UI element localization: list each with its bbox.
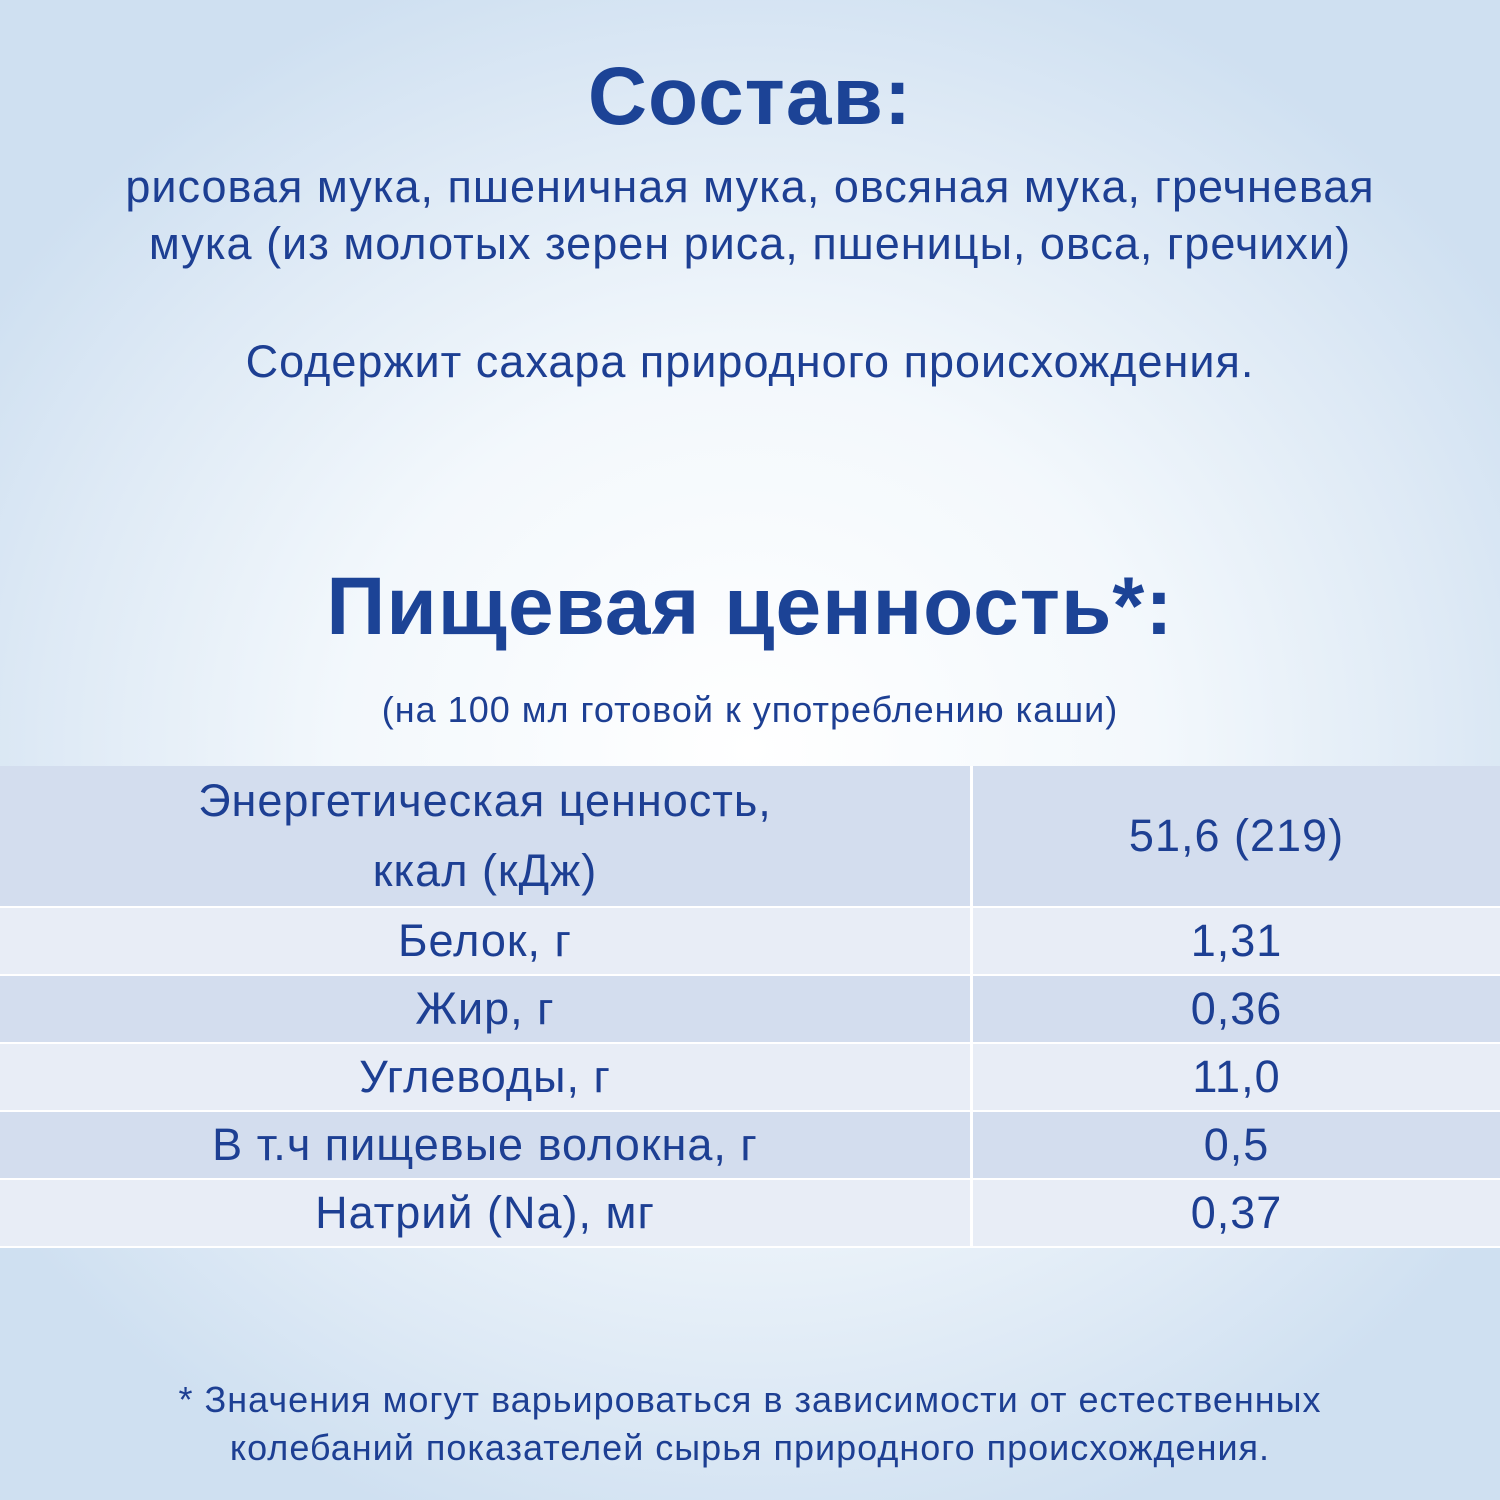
footnote-line-2: колебаний показателей сырья природного происхождения.: [229, 1427, 1271, 1468]
table-row-protein: [0, 907, 1500, 975]
nutrient-label: Белок, г: [0, 907, 972, 975]
nutrient-label: Жир, г: [0, 975, 972, 1043]
nutrient-value: 51,6 (219): [1128, 810, 1345, 861]
nutrient-label: [0, 766, 972, 907]
table-row-fat: [0, 975, 1500, 1043]
nutrient-value: 0,5: [1203, 1119, 1270, 1170]
table-row-sodium: [0, 1179, 1500, 1247]
nutrient-value: 11,0: [1192, 1051, 1281, 1102]
nutrient-label: В т.ч пищевые волокна, г: [0, 1111, 972, 1179]
sugar-note: Содержит сахара природного происхождения.: [245, 336, 1255, 387]
table-row-fiber: [0, 1111, 1500, 1179]
nutrient-value: 0,37: [1190, 1187, 1283, 1238]
table-row-energy: [0, 766, 1500, 907]
nutrient-value: 0,36: [1190, 983, 1283, 1034]
nutrition-title: Пищевая ценность*:: [326, 561, 1174, 652]
ingredients-line-2: мука (из молотых зерен риса, пшеницы, овса, гречихи): [148, 218, 1352, 269]
nutrition-table: [0, 766, 1500, 1248]
ingredients-text: [20, 158, 1480, 272]
nutrient-label: Углеводы, г: [0, 1043, 972, 1111]
per-serving-note: (на 100 мл готовой к употреблению каши): [381, 689, 1119, 730]
nutrient-label: Натрий (Na), мг: [0, 1179, 972, 1247]
energy-label-line-2: ккал (кДж): [372, 845, 598, 896]
table-row-carbohydrates: [0, 1043, 1500, 1111]
footnote-line-1: * Значения могут варьироваться в зависимости от естественных: [178, 1379, 1322, 1420]
composition-title: Состав:: [587, 51, 913, 142]
ingredients-line-1: рисовая мука, пшеничная мука, овсяная мука, гречневая: [125, 161, 1375, 212]
nutrient-value: 1,31: [1190, 915, 1283, 966]
footnote: [0, 1376, 1500, 1472]
energy-label-line-1: Энергетическая ценность,: [198, 775, 772, 826]
